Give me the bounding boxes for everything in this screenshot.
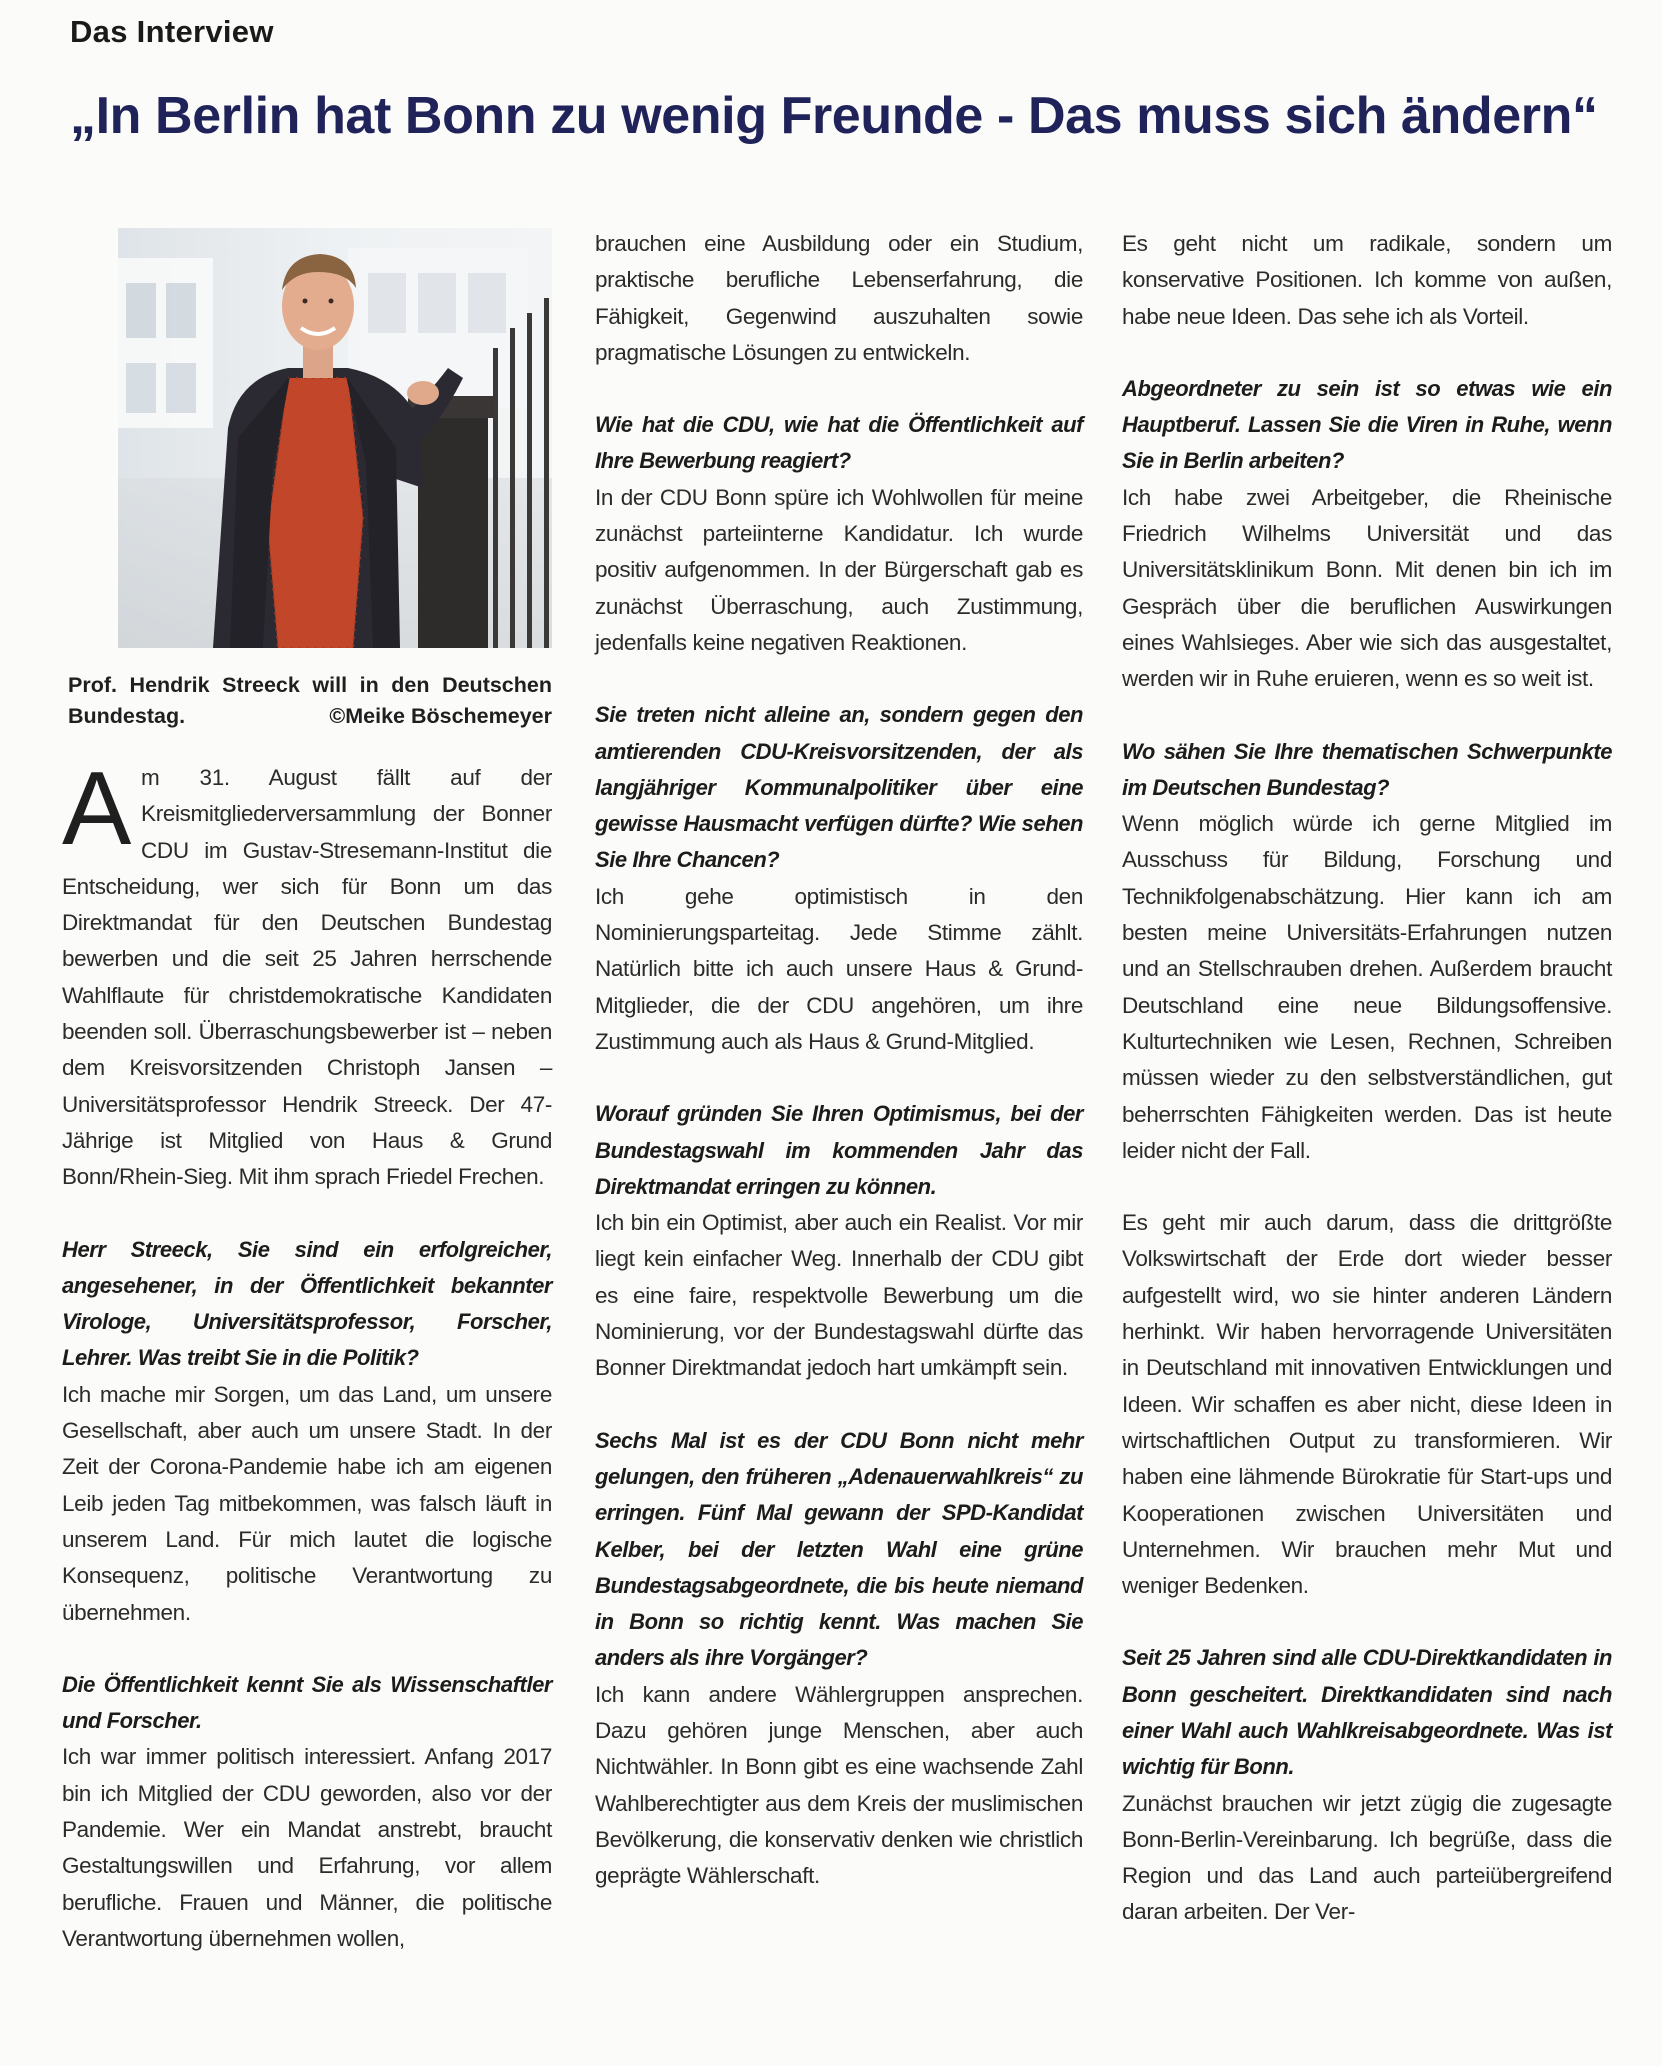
answer: Wenn möglich würde ich gerne Mitglied im Ausschuss für Bildung, Forschung und Technikfolgenabschätzung. Hier kann ich am besten meine Universitäts-Erfahrungen nutzen und an Stellschrauben drehen. Außerdem braucht Deutschland eine neue Bildungsoffensive. Kulturtechniken wie Lesen, Rechnen, Schreiben müssen wieder zu den selbstverständlichen, gut beherrschten Fähigkeiten werden. Das ist heute leider nicht der Fall. — [1122, 811, 1612, 1163]
dropcap: A — [62, 751, 132, 867]
question: Sechs Mal ist es der CDU Bonn nicht mehr gelungen, den früheren „Adenauerwahlkreis“ zu erringen. Fünf Mal gewann der SPD-Kandidat Kelber, bei der letzten Wahl eine grüne Bundestagsabgeordnete, die bis heute niemand in Bonn so richtig kennt. Was machen Sie anders als ihre Vorgänger? — [595, 1427, 1083, 1671]
answer: Ich mache mir Sorgen, um das Land, um unsere Gesellschaft, aber auch um unsere Stadt. In der Zeit der Corona-Pandemie habe ich am eigenen Leib jeden Tag mitbekommen, was falsch läuft in unserem Land. Für mich lautet die logische Konsequenz, politische Verantwortung zu übernehmen. — [62, 1381, 552, 1625]
answer: Ich bin ein Optimist, aber auch ein Realist. Vor mir liegt kein einfacher Weg. Innerhalb der CDU gibt es eine faire, respektvolle Bewerbung um die Nominierung, vor der Bundestagswahl dürfte das Bonner Direktmandat jedoch hart umkämpft sein. — [595, 1210, 1083, 1381]
intro-text: m 31. August fällt auf der Kreismitgliederversammlung der Bonner CDU im Gustav-Stresemann-Institut die Entscheidung, wer sich für Bonn um das Direktmandat für den Deutschen Bundestag bewerben und die seit 25 Jahren herrschende Wahlflaute für christdemokratische Kandidaten beenden soll. Überraschungsbewerber ist – neben dem Kreisvorsitzenden Christoph Jansen – Universitätsprofessor Hendrik Streeck. Der 47-Jährige ist Mitglied von Haus & Grund Bonn/Rhein-Sieg. Mit ihm sprach Friedel Frechen. — [62, 765, 552, 1190]
answer: Ich war immer politisch interessiert. Anfang 2017 bin ich Mitglied der CDU geworden, also vor der Pandemie. Wer ein Mandat anstrebt, braucht Gestaltungswillen und Erfahrung, vor allem berufliche. Frauen und Männer, die politische Verantwortung übernehmen wollen, — [62, 1744, 552, 1951]
question: Worauf gründen Sie Ihren Optimismus, bei der Bundestagswahl im kommenden Jahr das Direktmandat erringen zu können. — [595, 1101, 1083, 1199]
photo-credit: ©Meike Böschemeyer — [329, 704, 552, 728]
answer: brauchen eine Ausbildung oder ein Studium, praktische berufliche Lebenserfahrung, die Fähigkeit, Gegenwind auszuhalten sowie pragmatische Lösungen zu entwickeln. — [595, 231, 1083, 365]
answer: Es geht mir auch darum, dass die drittgrößte Volkswirtschaft der Erde dort wieder besser aufgestellt wird, wo sie hinter anderen Ländern herhinkt. Wir haben hervorragende Universitäten in Deutschland mit innovativen Entwicklungen und Ideen. Wir schaffen es aber nicht, diese Ideen in wirtschaftlichen Output zu transformieren. Wir haben eine lähmende Bürokratie für Start-ups und Kooperationen zwischen Universitäten und Unternehmen. Wir brauchen mehr Mut und weniger Bedenken. — [1122, 1210, 1612, 1599]
question: Wie hat die CDU, wie hat die Öffentlichkeit auf Ihre Bewerbung reagiert? — [595, 412, 1083, 474]
column-1 — [62, 228, 552, 1957]
caption-text: Prof. Hendrik Streeck will in den Deutschen Bundestag. — [68, 673, 552, 728]
photo-caption — [62, 670, 552, 732]
column-3 — [1122, 226, 1612, 1931]
headline: „In Berlin hat Bonn zu wenig Freunde - Das muss sich ändern“ — [70, 87, 1598, 145]
section-label: Das Interview — [70, 14, 274, 49]
question: Sie treten nicht alleine an, sondern gegen den amtierenden CDU-Kreisvorsitzenden, der als langjähriger Kommunalpolitiker über eine gewisse Hausmacht verfügen dürfte? Wie sehen Sie Ihre Chancen? — [595, 702, 1083, 873]
portrait-photo — [118, 228, 552, 648]
question: Abgeordneter zu sein ist so etwas wie ein Hauptberuf. Lassen Sie die Viren in Ruhe, wenn Sie in Berlin arbeiten? — [1122, 375, 1612, 474]
question: Seit 25 Jahren sind alle CDU-Direktkandidaten in Bonn gescheitert. Direktkandidaten sind nach einer Wahl auch Wahlkreisabgeordnete. Was ist wichtig für Bonn. — [1122, 1645, 1612, 1780]
question: Herr Streeck, Sie sind ein erfolgreicher, angesehener, in der Öffentlichkeit bekannter Virologe, Universitätsprofessor, Forscher, Lehrer. Was treibt Sie in die Politik? — [62, 1236, 552, 1371]
intro-paragraph — [62, 751, 552, 1196]
answer: Ich gehe optimistisch in den Nominierungsparteitag. Jede Stimme zählt. Natürlich bitte ich auch unsere Haus & Grund-Mitglieder, die der CDU angehören, um ihre Zustimmung auch als Haus & Grund-Mitglied. — [595, 883, 1083, 1054]
question: Wo sähen Sie Ihre thematischen Schwerpunkte im Deutschen Bundestag? — [1122, 738, 1612, 800]
answer: Zunächst brauchen wir jetzt zügig die zugesagte Bonn-Berlin-Vereinbarung. Ich begrüße, dass die Region und das Land auch parteiübergreifend daran arbeiten. Der Ver- — [1122, 1790, 1612, 1925]
answer: Es geht nicht um radikale, sondern um konservative Positionen. Ich komme von außen, habe neue Ideen. Das sehe ich als Vorteil. — [1122, 231, 1612, 329]
answer: In der CDU Bonn spüre ich Wohlwollen für meine zunächst parteiinterne Kandidatur. Ich wurde positiv aufgenommen. In der Bürgerschaft gab es zunächst Überraschung, auch Zustimmung, jedenfalls keine negativen Reaktionen. — [595, 484, 1083, 655]
question: Die Öffentlichkeit kennt Sie als Wissenschaftler und Forscher. — [62, 1671, 552, 1734]
column-2 — [595, 226, 1083, 1894]
answer: Ich habe zwei Arbeitgeber, die Rheinische Friedrich Wilhelms Universität und das Universitätsklinikum Bonn. Mit denen bin ich im Gespräch über die beruflichen Auswirkungen eines Wahlsieges. Aber wie sich das ausgestaltet, werden wir in Ruhe eruieren, wenn es so weit ist. — [1122, 484, 1612, 692]
answer: Ich kann andere Wählergruppen ansprechen. Dazu gehören junge Menschen, aber auch Nichtwähler. In Bonn gibt es eine wachsende Zahl Wahlberechtigter aus dem Kreis der muslimischen Bevölkerung, die konservativ denken wie christlich geprägte Wählerschaft. — [595, 1681, 1083, 1889]
